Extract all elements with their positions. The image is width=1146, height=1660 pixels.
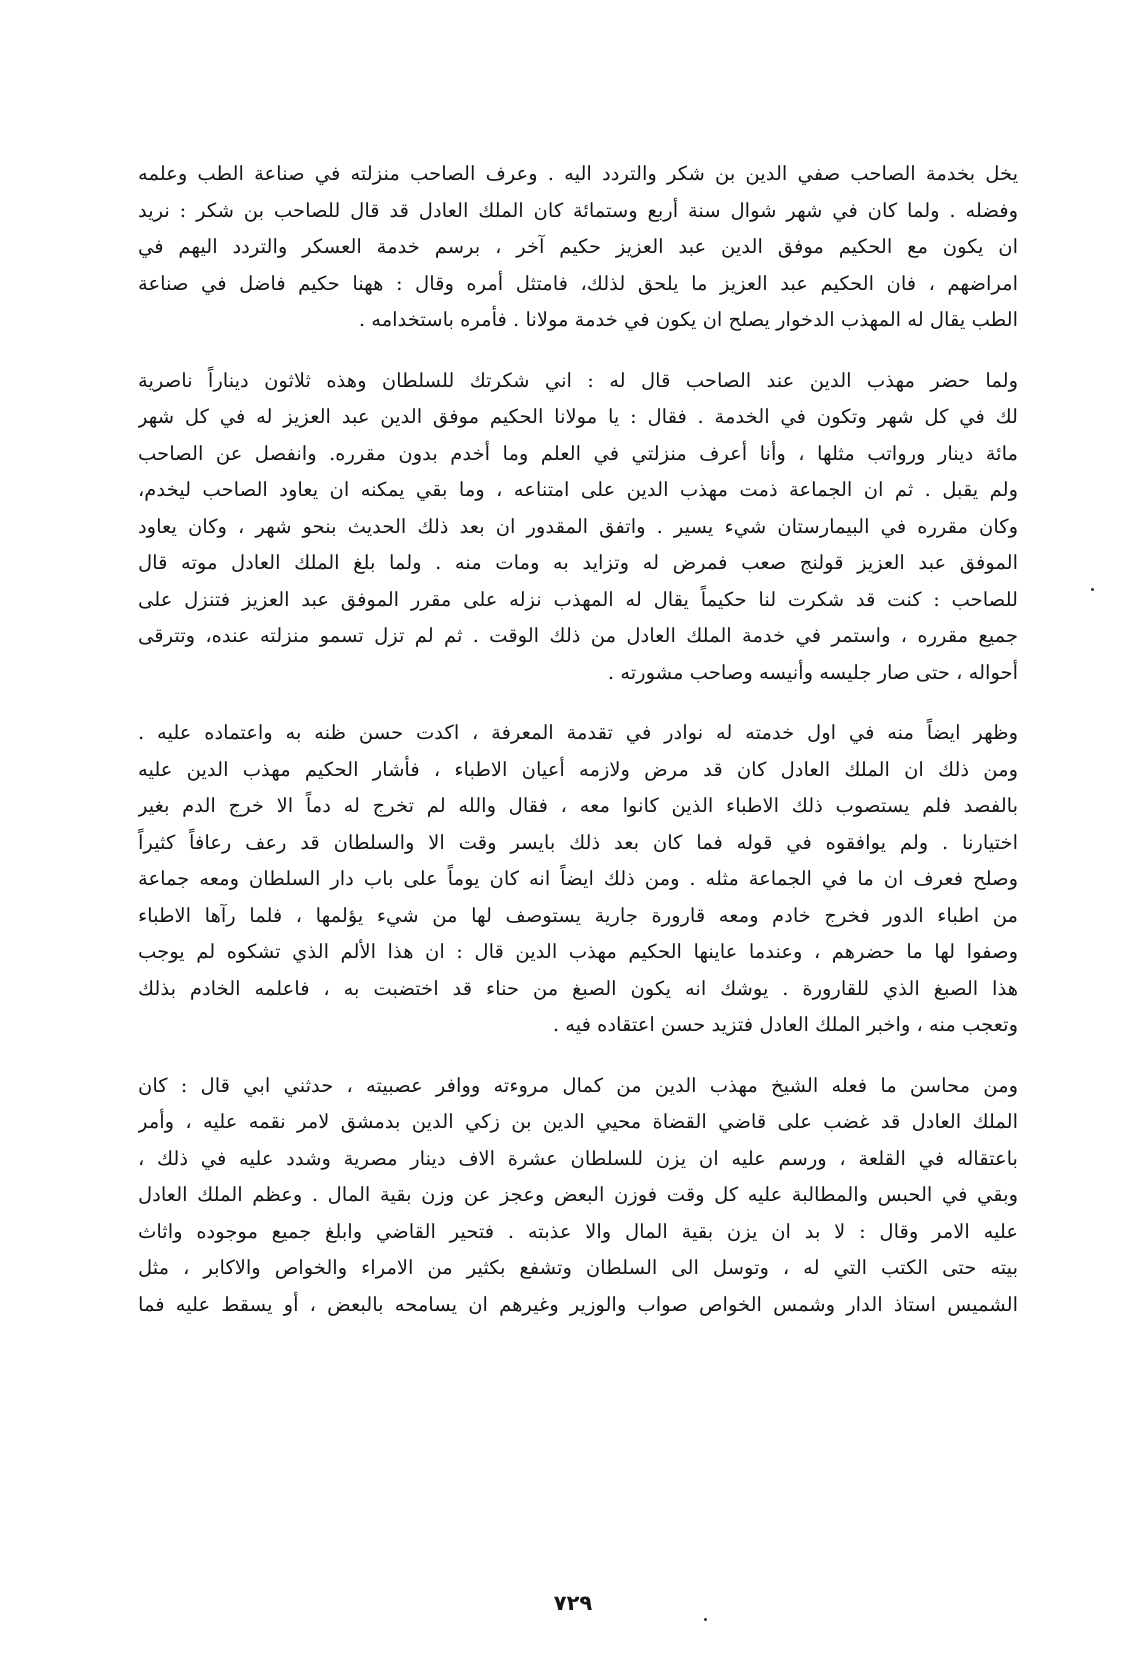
scan-speck <box>704 1618 707 1621</box>
text-line: وبقي في الحبس والمطالبة عليه كل وقت فوزن البعض وعجز عن وزن بقية المال . وعظم الملك العادل <box>138 1183 1018 1206</box>
text-line: الموفق عبد العزيز قولنج صعب فمرض له وتزايد به ومات منه . ولما بلغ الملك العادل موته قال <box>138 551 1018 574</box>
text-line: باعتقاله في القلعة ، ورسم عليه ان يزن للسلطان عشرة الاف دينار مصرية وشدد عليه في ذلك ، <box>138 1146 1018 1170</box>
text-line: ولما حضر مهذب الدين عند الصاحب قال له : اني شكرتك للسلطان وهذه ثلاثون ديناراً ناصرية <box>138 368 1018 392</box>
text-line: الشميس استاذ الدار وشمس الخواص صواب والوزير وغيرهم ان يسامحه بالبعض ، أو يسقط عليه فما <box>138 1292 1018 1316</box>
text-line: وظهر ايضاً منه في اول خدمته له نوادر في تقدمة المعرفة ، اكدت حسن ظنه به واعتماده عليه . <box>138 721 1018 744</box>
text-line: وصلح فعرف ان ما في الجماعة مثله . ومن ذلك ايضاً انه كان يوماً على باب دار السلطان ومعه جماعة <box>138 867 1018 890</box>
text-line: وصفوا لها ما حضرهم ، وعندما عاينها الحكيم مهذب الدين قال : ان هذا الألم الذي تشكوه لم يوجب <box>138 940 1018 963</box>
text-line: لك في كل شهر وتكون في الخدمة . فقال : يا مولانا الحكيم موفق الدين عبد العزيز له في كل شهر <box>138 405 1018 428</box>
text-line: ولم يقبل . ثم ان الجماعة ذمت مهذب الدين على امتناعه ، وما بقي يمكنه ان يعاود الصاحب ليخدم، <box>138 478 1018 501</box>
text-line: يخل بخدمة الصاحب صفي الدين بن شكر والتردد اليه . وعرف الصاحب منزلته في صناعة الطب وعلمه <box>138 162 1018 185</box>
text-line: مائة دينار ورواتب مثلها ، وأنا أعرف منزلتي في العلم وما أخدم بدون مقرره. وانفصل عن الصاحب <box>138 441 1018 465</box>
text-line: جميع مقرره ، واستمر في خدمة الملك العادل من ذلك الوقت . ثم لم تزل تسمو منزلته عنده، وتترقى <box>138 624 1018 647</box>
text-line: وتعجب منه ، واخبر الملك العادل فتزيد حسن اعتقاده فيه . <box>552 1013 1018 1036</box>
text-line: وفضله . ولما كان في شهر شوال سنة أربع وستمائة كان الملك العادل قد قال للصاحب بن شكر : نريد <box>138 198 1018 222</box>
scan-speck <box>1091 588 1094 591</box>
text-line: الطب يقال له المهذب الدخوار يصلح ان يكون في خدمة مولانا . فأمره باستخدامه . <box>358 308 1018 331</box>
text-line: ومن ذلك ان الملك العادل كان قد مرض ولازمه أعيان الاطباء ، فأشار الحكيم مهذب الدين عليه <box>138 757 1018 781</box>
paragraph-3 <box>138 715 1018 1044</box>
text-line: من اطباء الدور فخرج خادم ومعه قارورة جارية يستوصف لها من شيء يؤلمها ، فلما رآها الاطباء <box>138 903 1018 927</box>
page-number: ٧٢٩ <box>553 1591 593 1615</box>
text-line: هذا الصبغ الذي للقارورة . يوشك انه يكون الصبغ من حناء قد اختضبت به ، فاعلمه الخادم بذلك <box>138 976 1018 1000</box>
text-line: عليه الامر وقال : لا بد ان يزن بقية المال والا عذبته . فتحير القاضي وابلغ جميع موجوده واثاث <box>138 1219 1018 1243</box>
text-line: الملك العادل قد غضب على قاضي القضاة محيي الدين بن زكي الدين بدمشق لامر نقمه عليه ، وأمر <box>138 1110 1018 1133</box>
text-line: للصاحب : كنت قد شكرت لنا حكيماً يقال له المهذب نزله على مقرر الموفق عبد العزيز فتنزل على <box>138 587 1018 611</box>
text-line: بالفصد فلم يستصوب ذلك الاطباء الذين كانوا معه ، فقال والله لم تخرج له دماً الا خرج الدم بغير <box>138 794 1018 817</box>
text-line: ومن محاسن ما فعله الشيخ مهذب الدين من كمال مروءته ووافر عصبيته ، حدثني ابي قال : كان <box>138 1073 1018 1097</box>
text-line: ان يكون مع الحكيم موفق الدين عبد العزيز حكيم آخر ، برسم خدمة العسكر والتردد اليهم في <box>138 235 1018 258</box>
text-line: أحواله ، حتى صار جليسه وأنيسه وصاحب مشورته . <box>607 660 1018 684</box>
text-line: وكان مقرره في البيمارستان شيء يسير . واتفق المقدور ان بعد ذلك الحديث بنحو شهر ، وكان يعاود <box>138 514 1018 538</box>
text-line: اختيارنا . ولم يوافقوه في قوله فما كان بعد ذلك بايسر وقت الا والسلطان قد رعف رعافاً كثيراً <box>138 830 1018 854</box>
paragraph-4 <box>138 1068 1018 1324</box>
text-line: امراضهم ، فان الحكيم عبد العزيز ما يلحق لذلك، فامتثل أمره وقال : ههنا حكيم فاضل في صناعة <box>138 271 1018 295</box>
page-body <box>138 156 1018 1576</box>
text-line: بيته حتى الكتب التي له ، وتوسل الى السلطان وتشفع بكثير من الامراء والخواص والاكابر ، مثل <box>138 1256 1018 1279</box>
paragraph-2 <box>138 363 1018 692</box>
paragraph-1 <box>138 156 1018 339</box>
